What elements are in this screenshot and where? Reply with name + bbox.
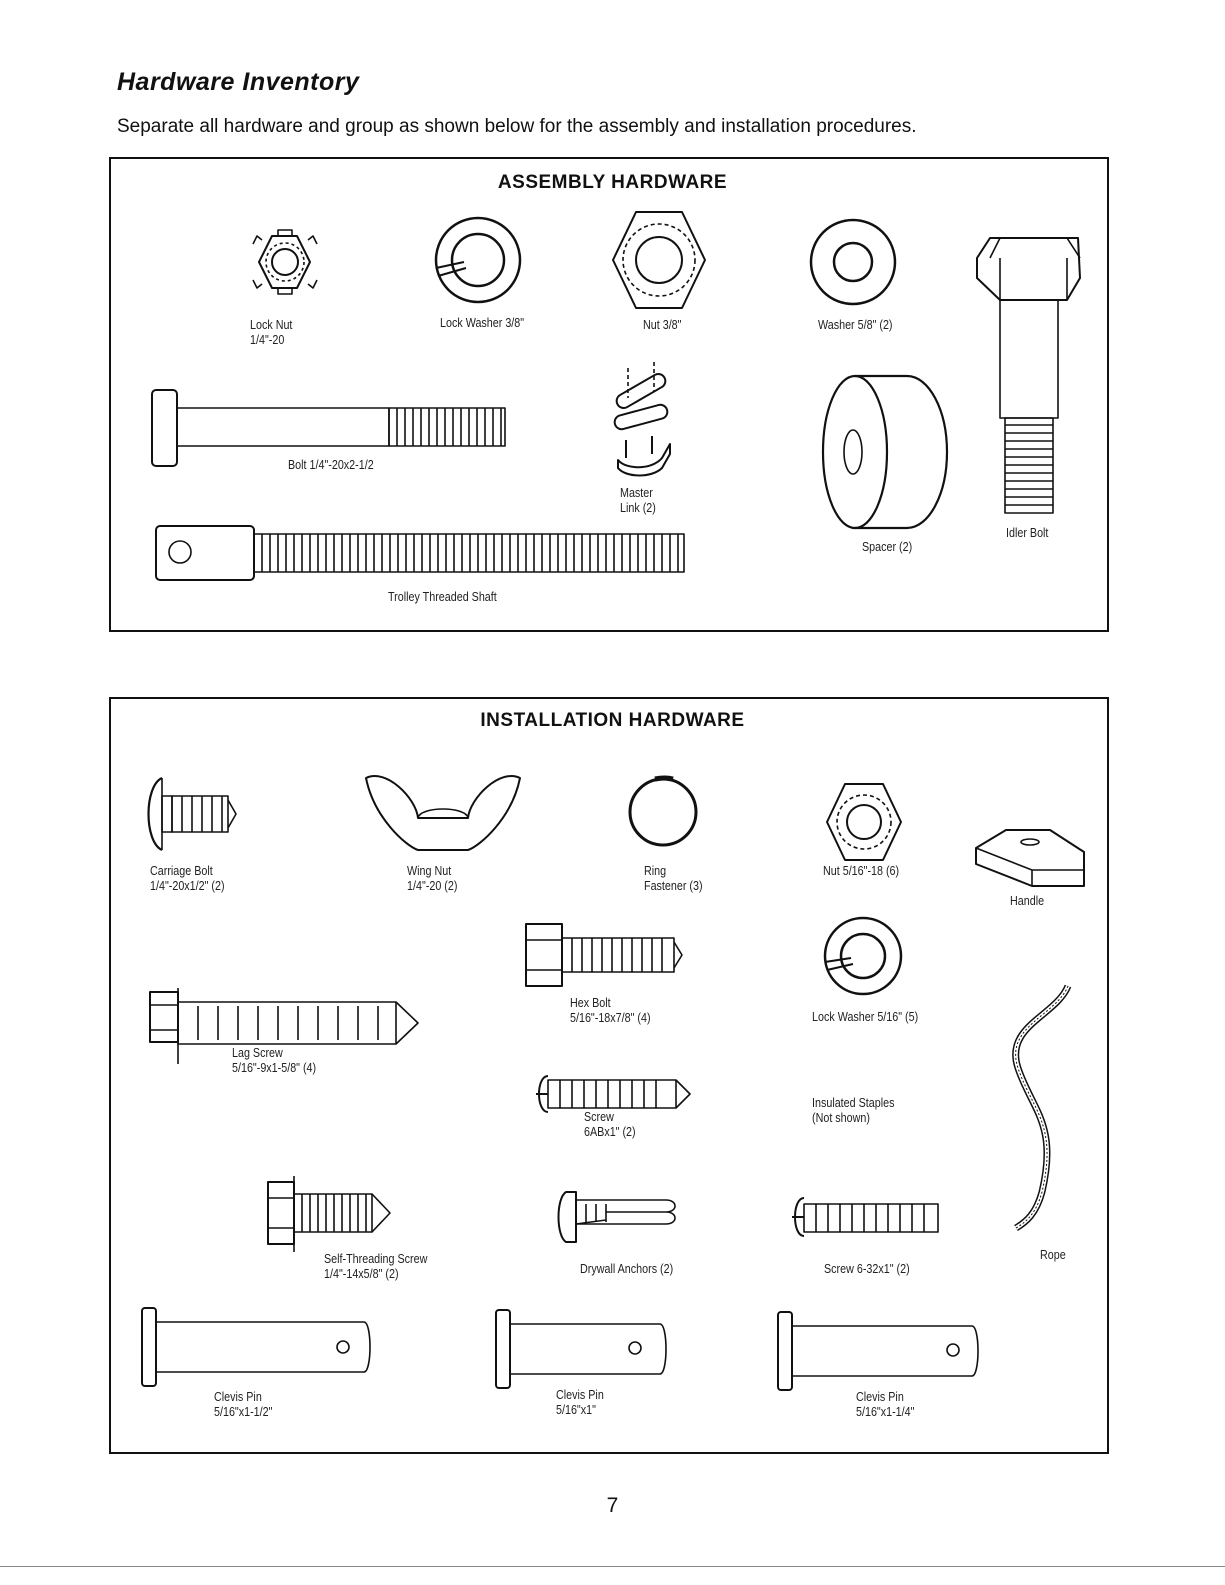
lag-screw-label: Lag Screw 5/16"-9x1-5/8" (4)	[232, 1046, 317, 1075]
lock-washer-drawing	[436, 218, 520, 302]
insulated-staples-label: Insulated Staples (Not shown)	[812, 1096, 895, 1125]
master-link-drawing	[613, 362, 670, 476]
screw-6-32-label: Screw 6-32x1" (2)	[824, 1262, 910, 1276]
trolley-shaft-drawing	[156, 526, 684, 580]
spacer-drawing	[823, 376, 947, 528]
hex-bolt-drawing	[526, 924, 682, 986]
trolley-shaft-label: Trolley Threaded Shaft	[388, 590, 497, 604]
master-link-label: Master Link (2)	[620, 486, 656, 515]
page-title: Hardware Inventory	[117, 68, 360, 96]
screw-6ab-label: Screw 6ABx1" (2)	[584, 1110, 636, 1139]
self-threading-screw-label: Self-Threading Screw 1/4"-14x5/8" (2)	[324, 1252, 428, 1281]
carriage-bolt-label: Carriage Bolt 1/4"-20x1/2" (2)	[150, 864, 225, 893]
idler-bolt-drawing	[977, 238, 1080, 513]
clevis-pin-long-label: Clevis Pin 5/16"x1-1/2"	[214, 1390, 273, 1419]
bottom-rule	[0, 1566, 1225, 1567]
idler-bolt-label: Idler Bolt	[1006, 526, 1049, 540]
wing-nut-drawing	[366, 776, 520, 850]
lock-nut-label: Lock Nut 1/4"-20	[250, 318, 293, 347]
intro-text: Separate all hardware and group as shown below for the assembly and installation procedures.	[117, 116, 917, 137]
clevis-pin-mid-label: Clevis Pin 5/16"x1-1/4"	[856, 1390, 915, 1419]
wing-nut-label: Wing Nut 1/4"-20 (2)	[407, 864, 458, 893]
ring-fastener-drawing	[630, 778, 696, 845]
lock-washer-label: Lock Washer 3/8"	[440, 316, 525, 330]
rope-label: Rope	[1040, 1248, 1066, 1262]
hex-bolt-label: Hex Bolt 5/16"-18x7/8" (4)	[570, 996, 651, 1025]
screw-6ab-drawing	[536, 1076, 690, 1112]
washer-drawing	[811, 220, 895, 304]
clevis-pin-long-drawing	[142, 1308, 370, 1386]
lock-washer-5-16-drawing	[825, 918, 901, 994]
nut-5-16-label: Nut 5/16"-18 (6)	[823, 864, 900, 878]
assembly-title: ASSEMBLY HARDWARE	[497, 172, 728, 193]
clevis-pin-mid-drawing	[778, 1312, 978, 1390]
washer-label: Washer 5/8" (2)	[818, 318, 893, 332]
bolt-drawing	[152, 390, 505, 466]
lock-washer-5-16-label: Lock Washer 5/16" (5)	[812, 1010, 919, 1024]
clevis-pin-short-drawing	[496, 1310, 666, 1388]
screw-6-32-drawing	[792, 1198, 938, 1236]
carriage-bolt-drawing	[149, 778, 237, 850]
page-number: 7	[606, 1494, 619, 1517]
bolt-label: Bolt 1/4"-20x2-1/2	[288, 458, 374, 472]
nut-label: Nut 3/8"	[643, 318, 682, 332]
drywall-anchor-drawing	[559, 1192, 676, 1242]
handle-drawing	[976, 830, 1084, 886]
installation-title: INSTALLATION HARDWARE	[480, 710, 745, 731]
nut-drawing	[613, 212, 705, 308]
self-threading-screw-drawing	[268, 1176, 390, 1252]
lock-nut-drawing	[253, 230, 317, 294]
handle-label: Handle	[1010, 894, 1045, 908]
ring-fastener-label: Ring Fastener (3)	[644, 864, 703, 893]
rope-drawing	[1016, 986, 1068, 1228]
spacer-label: Spacer (2)	[862, 540, 913, 554]
clevis-pin-short-label: Clevis Pin 5/16"x1"	[556, 1388, 604, 1417]
drywall-anchors-label: Drywall Anchors (2)	[580, 1262, 674, 1276]
nut-5-16-drawing	[827, 784, 901, 860]
